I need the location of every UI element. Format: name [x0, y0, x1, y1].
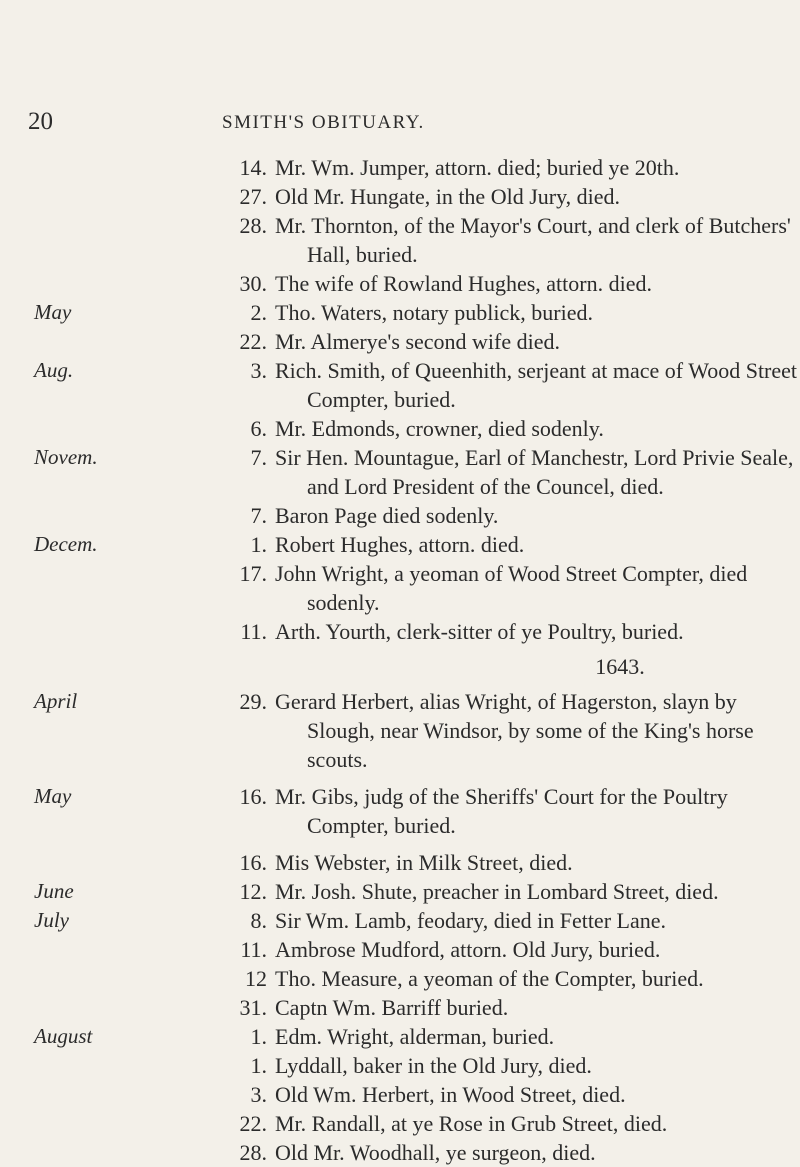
entry-text: Gerard Herbert, alias Wright, of Hagerston, slayn by Slough, near Windsor, by some of the King's horse scouts. — [275, 689, 754, 772]
obituary-entry — [0, 356, 800, 414]
entry-text: Rich. Smith, of Queenhith, serjeant at mace of Wood Street Compter, buried. — [275, 358, 798, 412]
obituary-entry — [0, 782, 800, 840]
obituary-entry — [0, 530, 800, 559]
entry-text: Robert Hughes, attorn. died. — [275, 532, 525, 557]
obituary-entry — [0, 501, 800, 530]
entry-text: Tho. Measure, a yeoman of the Compter, buried. — [275, 966, 704, 991]
obituary-entry — [0, 1109, 800, 1138]
obituary-entry — [0, 559, 800, 617]
entry-day: 12. — [239, 879, 267, 904]
entries-1642 — [0, 153, 800, 646]
entry-day: 1. — [250, 1053, 267, 1078]
obituary-entry — [0, 906, 800, 935]
obituary-entry — [0, 993, 800, 1022]
entry-text: Mr. Almerye's second wife died. — [275, 329, 561, 354]
obituary-entry — [0, 182, 800, 211]
entry-month: May — [34, 784, 72, 808]
obituary-entry — [0, 414, 800, 443]
entry-day: 16. — [239, 784, 267, 809]
page-number: 20 — [28, 108, 53, 135]
obituary-entry — [0, 617, 800, 646]
obituary-entry — [0, 964, 800, 993]
entry-text: Old Wm. Herbert, in Wood Street, died. — [275, 1082, 626, 1107]
entry-day: 28. — [239, 1140, 267, 1165]
obituary-entry — [0, 327, 800, 356]
entry-text: Sir Hen. Mountague, Earl of Manchestr, Lord Privie Seale, and Lord President of the Councel, died. — [275, 445, 794, 499]
entry-day: 30. — [239, 271, 267, 296]
entry-day: 12 — [245, 966, 267, 991]
entry-day: 11. — [240, 619, 267, 644]
entry-day: 7. — [250, 503, 267, 528]
obituary-entry — [0, 298, 800, 327]
obituary-entry — [0, 935, 800, 964]
entry-text: Ambrose Mudford, attorn. Old Jury, buried. — [275, 937, 661, 962]
entry-day: 14. — [239, 155, 267, 180]
obituary-entry — [0, 269, 800, 298]
entry-day: 3. — [250, 358, 267, 383]
entry-text: Mr. Wm. Jumper, attorn. died; buried ye 20th. — [275, 155, 680, 180]
entry-month: June — [34, 879, 74, 903]
entry-day: 28. — [239, 213, 267, 238]
entry-day: 7. — [250, 445, 267, 470]
entry-day: 31. — [239, 995, 267, 1020]
entry-day: 29. — [239, 689, 267, 714]
entry-text: Mr. Josh. Shute, preacher in Lombard Street, died. — [275, 879, 719, 904]
entry-text: Lyddall, baker in the Old Jury, died. — [275, 1053, 592, 1078]
entry-day: 6. — [250, 416, 267, 441]
entry-month: Novem. — [34, 445, 98, 469]
obituary-entry — [0, 1022, 800, 1051]
entry-text: Mis Webster, in Milk Street, died. — [275, 850, 573, 875]
entry-text: Mr. Gibs, judg of the Sheriffs' Court for the Poultry Compter, buried. — [275, 784, 728, 838]
obituary-entry — [0, 1051, 800, 1080]
entry-day: 16. — [239, 850, 267, 875]
obituary-entries — [0, 153, 800, 1167]
entry-month: May — [34, 300, 72, 324]
entry-text: Old Mr. Hungate, in the Old Jury, died. — [275, 184, 621, 209]
obituary-entry — [0, 1138, 800, 1167]
obituary-entry — [0, 153, 800, 182]
obituary-entry — [0, 877, 800, 906]
obituary-entry — [0, 443, 800, 501]
entry-month: Aug. — [34, 358, 74, 382]
entry-text: John Wright, a yeoman of Wood Street Compter, died sodenly. — [275, 561, 748, 615]
entry-text: Sir Wm. Lamb, feodary, died in Fetter Lane. — [275, 908, 666, 933]
obituary-entry — [0, 1080, 800, 1109]
entry-text: Mr. Randall, at ye Rose in Grub Street, died. — [275, 1111, 668, 1136]
entry-day: 27. — [239, 184, 267, 209]
entry-text: Mr. Edmonds, crowner, died sodenly. — [275, 416, 604, 441]
year-heading: 1643. — [595, 654, 645, 679]
entries-1643 — [0, 687, 800, 1167]
running-title: SMITH'S OBITUARY. — [222, 112, 425, 133]
entry-day: 3. — [250, 1082, 267, 1107]
entry-day: 22. — [239, 329, 267, 354]
entry-day: 2. — [250, 300, 267, 325]
entry-day: 22. — [239, 1111, 267, 1136]
entry-text: Mr. Thornton, of the Mayor's Court, and clerk of Butchers' Hall, buried. — [275, 213, 791, 267]
entry-text: Baron Page died sodenly. — [275, 503, 499, 528]
entry-day: 1. — [250, 1024, 267, 1049]
entry-text: Tho. Waters, notary publick, buried. — [275, 300, 593, 325]
obituary-entry — [0, 687, 800, 774]
entry-text: Arth. Yourth, clerk-sitter of ye Poultry, buried. — [275, 619, 684, 644]
entry-day: 8. — [250, 908, 267, 933]
entry-text: Edm. Wright, alderman, buried. — [275, 1024, 555, 1049]
entry-day: 1. — [250, 532, 267, 557]
obituary-entry — [0, 848, 800, 877]
entry-month: Decem. — [34, 532, 98, 556]
entry-text: Old Mr. Woodhall, ye surgeon, died. — [275, 1140, 596, 1165]
obituary-entry — [0, 211, 800, 269]
page-header — [0, 108, 800, 138]
entry-text: The wife of Rowland Hughes, attorn. died. — [275, 271, 652, 296]
entry-day: 17. — [239, 561, 267, 586]
entry-text: Captn Wm. Barriff buried. — [275, 995, 509, 1020]
entry-month: August — [34, 1024, 93, 1048]
entry-day: 11. — [240, 937, 267, 962]
entry-month: April — [34, 689, 78, 713]
entry-month: July — [34, 908, 69, 932]
